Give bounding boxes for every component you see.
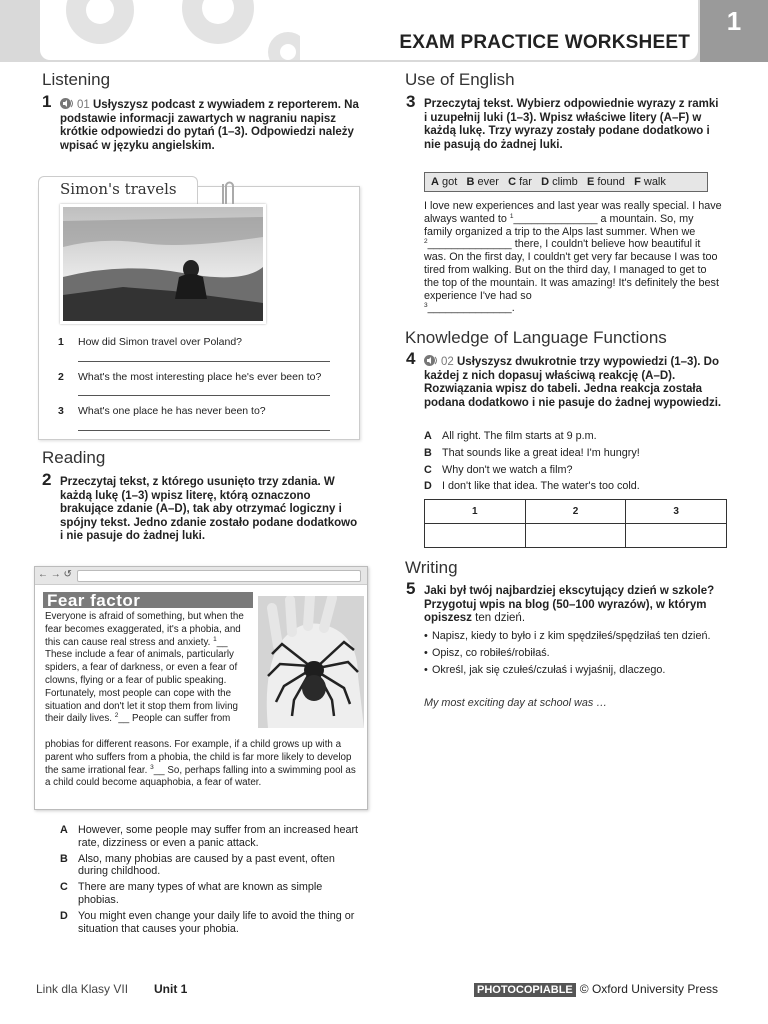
list-item: • Opisz, co robiłeś/robiłaś. <box>424 647 724 660</box>
option-item: C There are many types of what are known as simple phobias. <box>60 881 323 906</box>
browser-toolbar <box>35 567 367 585</box>
table-header: 2 <box>525 500 626 524</box>
page-header <box>0 0 768 62</box>
list-item: • Określ, jak się czułeś/czułaś i wyjaśnij, dlaczego. <box>424 664 724 677</box>
language-functions-heading: Knowledge of Language Functions <box>405 328 667 347</box>
worksheet-title: EXAM PRACTICE WORKSHEET <box>399 32 690 53</box>
gap-fill-text: I love new experiences and last year was really special. I have always wanted to $^1$______________ a mountain. So, my family organized a trip to the Alps last summer. When we $^2$______________ there, I couldn't believe how beautiful it was. On the first day, I couldn't get very far because I was too tired from walking. But on the third day, I managed to get to the top of the mountain. It was amazing! It's definitely the best experience I've had so $^3$______________. <box>424 200 722 315</box>
table-header: 3 <box>626 500 727 524</box>
audio-icon <box>424 355 438 366</box>
listening-heading: Listening <box>42 70 111 89</box>
language-functions-task: 4 02 Usłyszysz dwukrotnie trzy wypowiedzi (1–3). Do każdej z nich dopasuj właściwą reakcję (A–D). Rozwiązania wpisz do tabeli. Jedna reakcja została podana dodatkowo i nie pasuje do żadnej wypowiedzi. <box>406 349 722 409</box>
writing-prompt: My most exciting day at school was … <box>424 697 608 709</box>
question-item: 1 How did Simon travel over Poland? <box>58 336 243 348</box>
question-item: 3 What's one place he has never been to? <box>58 405 266 417</box>
option-item: A However, some people may suffer from an increased heart rate, dizziness or even a panic attack. <box>60 824 359 849</box>
hiker-photo <box>60 204 266 324</box>
option-item: B That sounds like a great idea! I'm hungry! <box>424 446 640 459</box>
listening-task: 1 01 Usłyszysz podcast z wywiadem z reporterem. Na podstawie informacji zawartych w nagraniu napisz krótkie odpowiedzi do pytań (1–3). Odpowiedzi należy wpisać w języku angielskim. <box>42 92 359 152</box>
audio-icon <box>60 98 74 109</box>
answer-table <box>424 499 727 548</box>
option-item: D I don't like that idea. The water's too cold. <box>424 480 640 493</box>
browser-address-bar[interactable] <box>77 570 361 582</box>
answer-cell[interactable] <box>626 524 727 548</box>
option-item: B Also, many phobias are caused by a past event, often during childhood. <box>60 852 335 878</box>
task-number: 5 <box>406 579 416 598</box>
spider-photo <box>258 596 364 728</box>
question-item: 2 What's the most interesting place he's ever been to? <box>58 370 322 383</box>
answer-line[interactable] <box>78 349 330 362</box>
article-title: Fear factor <box>43 592 253 608</box>
task-instruction: Przeczytaj tekst, z którego usunięto trzy zdania. W każdą lukę (1–3) wpisz literę, którą oznaczono brakujące zdanie (A–D), tak aby otrzymać logiczny i spójny tekst. Jedno zdanie zostało podane dodatkowo i nie pasuje do żadnej luki. <box>60 476 358 542</box>
task-instruction: Przeczytaj tekst. Wybierz odpowiednie wyrazy z ramki i uzupełnij luki (1–3). Wpisz właściwe litery (A–F) w każdą lukę. Trzy wyrazy zostały podane dodatkowo i nie pasują do żadnej luki. <box>424 98 719 151</box>
list-item: • Napisz, kiedy to było i z kim spędziłeś/spędziłaś ten dzień. <box>424 630 724 643</box>
use-of-english-heading: Use of English <box>405 70 515 89</box>
gears-decoration-icon <box>40 0 300 60</box>
footer-course: Link dla Klasy VII <box>36 982 129 996</box>
reading-heading: Reading <box>42 448 106 467</box>
article-text: Everyone is afraid of something, but when the fear becomes exaggerated, it's a phobia, and this can cause real stress and anxiety. $^1$__ These include a fear of animals, particularly spiders, a fear of darkness, or even a fear of clowns, flying or a fear of public speaking. Fortunately, most people can cope with the situation and don't let it stop them from living their daily lives. $^2$__ People can suffer from <box>45 611 244 725</box>
option-item: D You might even change your daily life to avoid the thing or situation that causes your phobia. <box>60 909 355 935</box>
task-instruction: Usłyszysz dwukrotnie trzy wypowiedzi (1–3). Do każdej z nich dopasuj właściwą reakcję (A–D). Rozwiązania wpisz do tabeli. Jedna reakcja została podana dodatkowo i nie pasuje do żadnej wypowiedzi. <box>424 356 722 409</box>
table-header: 1 <box>425 500 526 524</box>
task-number: 3 <box>406 92 416 111</box>
spider-hand-image <box>258 596 364 728</box>
task-number: 4 <box>406 349 416 368</box>
worksheet-number: 1 <box>700 0 768 62</box>
option-item: A All right. The film starts at 9 p.m. <box>424 430 597 442</box>
task-number: 2 <box>42 470 52 489</box>
word-box: A got B ever C far D climb E found F walk <box>424 172 708 192</box>
task-number: 1 <box>42 92 52 111</box>
footer-unit: Unit 1 <box>154 982 188 996</box>
task-instruction: Jaki był twój najbardziej ekscytujący dzień w szkole? Przygotuj wpis na blog (50–100 wyrazów), w którym opiszesz <box>424 585 715 624</box>
card-title: Simon's travels <box>60 180 177 198</box>
writing-task: 5 Jaki był twój najbardziej ekscytujący dzień w szkole? Przygotuj wpis na blog (50–100 wyrazów), w którym opiszesz ten dzień. <box>406 579 715 624</box>
function-options <box>424 430 724 493</box>
browser-nav-icons[interactable]: ← → ↺ <box>38 569 72 580</box>
option-item: C Why don't we watch a film? <box>424 463 573 476</box>
use-of-english-task <box>406 92 724 152</box>
writing-bullets <box>424 630 724 680</box>
answer-cell[interactable] <box>425 524 526 548</box>
reading-options <box>60 824 366 935</box>
answer-line[interactable] <box>78 383 330 396</box>
task-instruction: Usłyszysz podcast z wywiadem z reporterem. Na podstawie informacji zawartych w nagraniu napisz krótkie odpowiedzi do pytań (1–3). Odpowiedzi należy wpisać w języku angielskim. <box>60 99 359 152</box>
article-text-continued: phobias for different reasons. For example, if a child grows up with a parent who suffers from a phobia, the child is far more likely to develop the same irrational fear. $^3$__ So, perhaps falling into a swimming pool as a child could become aquaphobia, a fear of water. <box>45 739 356 789</box>
footer-publisher: PHOTOCOPIABLE © Oxford University Press <box>474 982 718 996</box>
answer-line[interactable] <box>78 418 330 431</box>
photocopiable-badge: PHOTOCOPIABLE <box>474 983 576 997</box>
mountain-photo-image <box>63 207 263 321</box>
listening-questions <box>58 336 338 440</box>
answer-cell[interactable] <box>525 524 626 548</box>
writing-heading: Writing <box>405 558 458 577</box>
reading-task <box>42 470 360 544</box>
